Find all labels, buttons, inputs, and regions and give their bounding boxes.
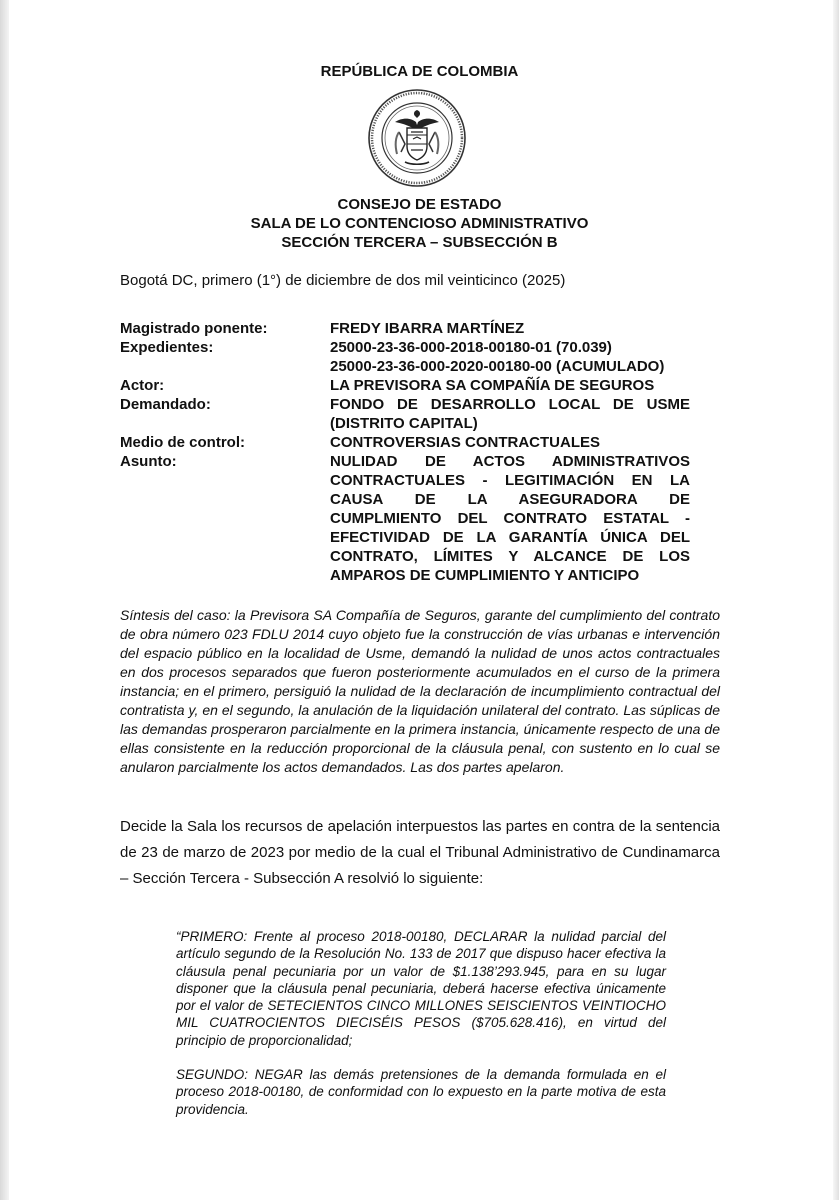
meta-row-demandado bbox=[120, 395, 720, 433]
chamber-name: SALA DE LO CONTENCIOSO ADMINISTRATIVO bbox=[250, 215, 589, 232]
colombia-seal-icon bbox=[367, 88, 467, 188]
meta-label: Medio de control: bbox=[120, 434, 245, 451]
court-heading bbox=[0, 195, 839, 252]
meta-value: 25000-23-36-000-2018-00180-01 (70.039) bbox=[330, 339, 612, 356]
meta-label: Asunto: bbox=[120, 453, 177, 470]
quoted-resolution-second: SEGUNDO: NEGAR las demás pretensiones de la demanda formulada en el proceso 2018-00180, de conformidad con lo expuesto en la parte motiva de esta providencia. bbox=[176, 1067, 666, 1117]
section-name: SECCIÓN TERCERA – SUBSECCIÓN B bbox=[281, 234, 558, 251]
council-name: CONSEJO DE ESTADO bbox=[337, 196, 502, 213]
meta-value: 25000-23-36-000-2020-00180-00 (ACUMULADO) bbox=[330, 358, 665, 375]
meta-value: LA PREVISORA SA COMPAÑÍA DE SEGUROS bbox=[330, 377, 655, 394]
meta-label: Magistrado ponente: bbox=[120, 320, 268, 337]
meta-row-expediente-2 bbox=[120, 357, 720, 376]
case-metadata bbox=[120, 319, 720, 585]
meta-value: NULIDAD DE ACTOS ADMINISTRATIVOS CONTRACTUALES - LEGITIMACIÓN EN LA CAUSA DE LA ASEGURADORA DE CUMPLMIENTO DEL CONTRATO ESTATAL - EFECTIVIDAD DE LA GARANTÍA ÚNICA DEL CONTRATO, LÍMITES Y ALCANCE DE LOS AMPAROS DE CUMPLIMIENTO Y ANTICIPO bbox=[330, 453, 690, 584]
meta-label: Expedientes: bbox=[120, 339, 214, 356]
meta-value: CONTROVERSIAS CONTRACTUALES bbox=[330, 434, 601, 451]
meta-value: FREDY IBARRA MARTÍNEZ bbox=[330, 320, 525, 337]
meta-row-asunto bbox=[120, 452, 720, 585]
meta-row-medio bbox=[120, 433, 720, 452]
meta-label: Demandado: bbox=[120, 396, 211, 413]
page-edge-right bbox=[833, 0, 839, 1200]
date-line: Bogotá DC, primero (1°) de diciembre de dos mil veinticinco (2025) bbox=[120, 272, 566, 289]
meta-row-actor bbox=[120, 376, 720, 395]
meta-value: FONDO DE DESARROLLO LOCAL DE USME (DISTRITO CAPITAL) bbox=[330, 396, 690, 432]
republic-title: REPÚBLICA DE COLOMBIA bbox=[320, 63, 519, 80]
meta-label: Actor: bbox=[120, 377, 165, 394]
case-synthesis: Síntesis del caso: la Previsora SA Compañía de Seguros, garante del cumplimiento del contrato de obra número 023 FDLU 2014 cuyo objeto fue la construcción de vías urbanas e intervención del espacio público en la localidad de Usme, demandó la nulidad de unos actos contractuales en dos procesos separados que fueron posteriormente acumulados en el curso de la primera instancia; en el primero, persiguió la nulidad de la declaración de incumplimiento contractual del contratista y, en el segundo, la anulación de la liquidación unilateral del contrato. Las súplicas de las demandas prosperaron parcialmente en la primera instancia, únicamente respecto de una de ellas consistente en la reducción proporcional de la cláusula penal, con sustento en lo cual se anularon parcialmente los actos demandados. Las dos partes apelaron. bbox=[120, 607, 720, 775]
meta-row-magistrado bbox=[120, 319, 720, 338]
quoted-resolution-first: “PRIMERO: Frente al proceso 2018-00180, DECLARAR la nulidad parcial del artículo segundo de la Resolución No. 133 de 2017 que dispuso hacer efectiva la cláusula penal pecuniaria por un valor de $1.138’293.945, para en su lugar disponer que la cláusula penal pecuniaria, deberá hacerse efectiva únicamente por el valor de SETECIENTOS CINCO MILLONES SEISCIENTOS VEINTIOCHO MIL CUATROCIENTOS DIECISÉIS PESOS ($705.628.416), en virtud del principio de proporcionalidad; bbox=[176, 929, 666, 1048]
decision-intro: Decide la Sala los recursos de apelación interpuestos las partes en contra de la sentencia de 23 de marzo de 2023 por medio de la cual el Tribunal Administrativo de Cundinamarca – Sección Tercera - Subsección A resolvió lo siguiente: bbox=[120, 818, 720, 887]
meta-row-expedientes bbox=[120, 338, 720, 357]
page-edge-left bbox=[0, 0, 9, 1200]
